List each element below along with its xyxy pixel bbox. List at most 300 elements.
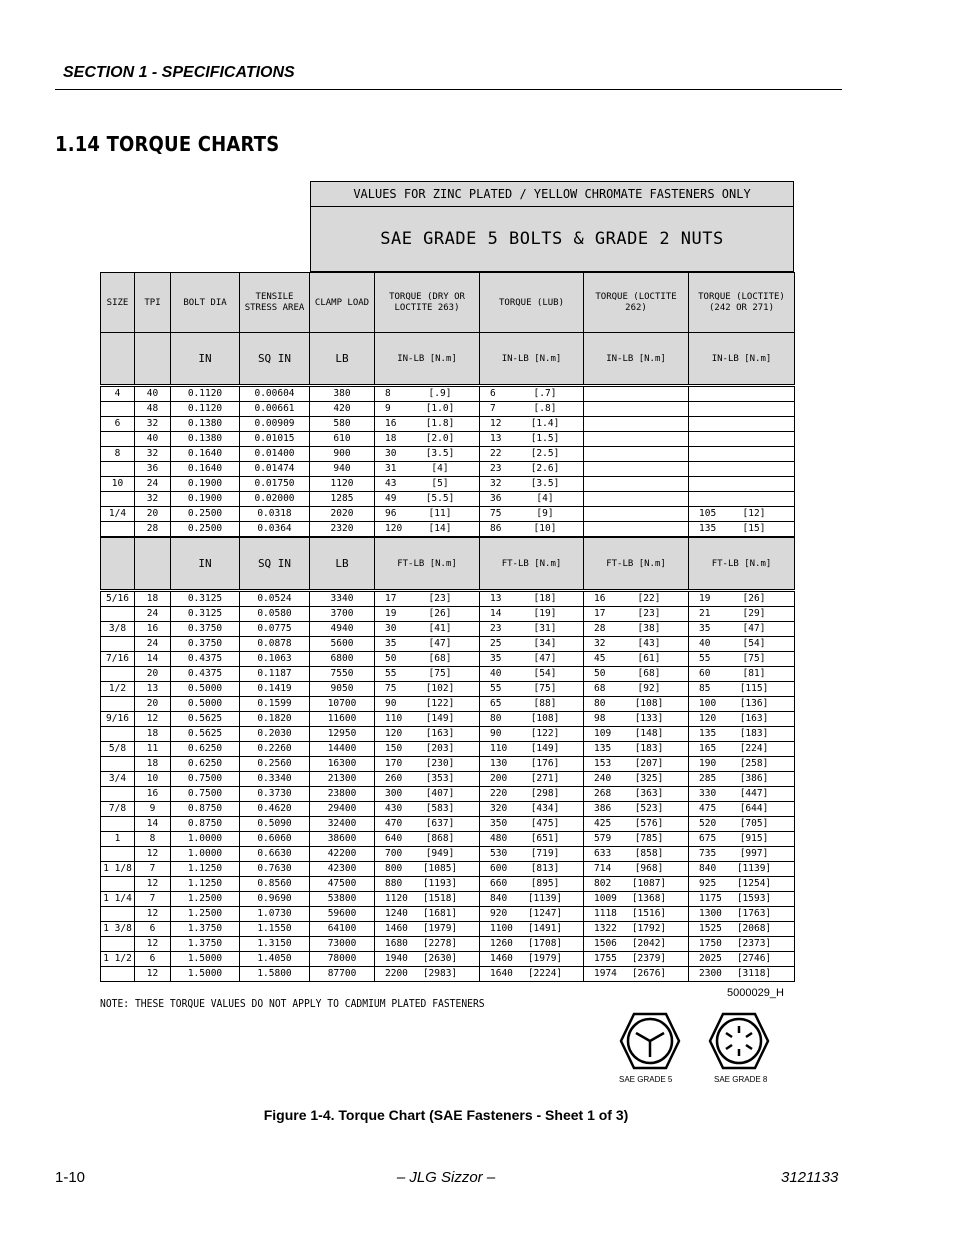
table-cell: 0.00661	[240, 402, 310, 417]
torque-metric: [26]	[428, 608, 452, 619]
torque-value: 16	[594, 593, 606, 604]
torque-cell	[584, 712, 689, 727]
table-banner-finish: VALUES FOR ZINC PLATED / YELLOW CHROMATE FASTENERS ONLY	[310, 181, 794, 207]
table-cell: 1 3/8	[101, 922, 135, 937]
torque-cell	[689, 922, 795, 937]
torque-metric: [651]	[530, 833, 560, 844]
table-cell: 8	[135, 832, 171, 847]
table-cell: 6800	[310, 652, 375, 667]
torque-cell	[480, 712, 584, 727]
torque-value: 31	[385, 463, 397, 474]
table-cell: 2320	[310, 522, 375, 537]
torque-value: 110	[490, 743, 508, 754]
torque-cell	[689, 742, 795, 757]
torque-value: 165	[699, 743, 717, 754]
table-cell: 14	[135, 652, 171, 667]
table-cell: 0.1640	[171, 462, 240, 477]
torque-metric: [.8]	[533, 403, 557, 414]
torque-cell	[375, 817, 480, 832]
table-row	[101, 402, 795, 417]
torque-metric: [.7]	[533, 388, 557, 399]
table-row	[101, 492, 795, 507]
cadmium-note: NOTE: THESE TORQUE VALUES DO NOT APPLY TO CADMIUM PLATED FASTENERS	[100, 997, 485, 1010]
torque-cell	[689, 622, 795, 637]
torque-value: 16	[385, 418, 397, 429]
table-cell: 7550	[310, 667, 375, 682]
torque-value: 700	[385, 848, 403, 859]
unit-cell	[101, 538, 135, 590]
table-cell: 53800	[310, 892, 375, 907]
torque-cell	[375, 907, 480, 922]
unit-cell: FT-LB [N.m]	[584, 538, 689, 590]
table-cell: 0.8750	[171, 817, 240, 832]
torque-cell	[480, 847, 584, 862]
torque-value: 320	[490, 803, 508, 814]
unit-cell	[135, 538, 171, 590]
torque-metric: [115]	[739, 683, 769, 694]
torque-metric: [9]	[536, 508, 554, 519]
torque-value: 23	[490, 623, 502, 634]
torque-metric: [47]	[428, 638, 452, 649]
torque-cell	[689, 727, 795, 742]
torque-cell	[584, 727, 689, 742]
table-cell: 23800	[310, 787, 375, 802]
torque-metric: [122]	[530, 728, 560, 739]
torque-metric: [1491]	[527, 923, 563, 934]
table-cell: 0.5000	[171, 697, 240, 712]
table-cell: 1.1250	[171, 862, 240, 877]
table-cell: 24	[135, 637, 171, 652]
torque-value: 2200	[385, 968, 408, 979]
table-cell: 12	[135, 847, 171, 862]
torque-value: 1300	[699, 908, 722, 919]
table-cell	[101, 697, 135, 712]
figure-caption-text: Figure 1-4. Torque Chart (SAE Fasteners - Sheet 1 of 3)	[263, 1107, 629, 1123]
table-cell: 12	[135, 907, 171, 922]
torque-cell	[480, 937, 584, 952]
torque-cell	[375, 787, 480, 802]
torque-cell	[584, 697, 689, 712]
torque-cell	[480, 622, 584, 637]
table-cell: 32	[135, 417, 171, 432]
torque-metric: [31]	[533, 623, 557, 634]
inlb-data-table	[100, 386, 795, 537]
torque-value: 1120	[385, 893, 408, 904]
torque-value: 55	[490, 683, 502, 694]
table-cell	[101, 937, 135, 952]
table-cell: 78000	[310, 952, 375, 967]
torque-cell	[584, 522, 689, 537]
torque-cell	[375, 417, 480, 432]
torque-cell	[480, 727, 584, 742]
torque-metric: [258]	[739, 758, 769, 769]
table-cell: 3340	[310, 592, 375, 607]
column-header-row	[100, 272, 795, 334]
torque-metric: [183]	[739, 728, 769, 739]
torque-metric: [813]	[530, 863, 560, 874]
torque-value: 45	[594, 653, 606, 664]
torque-value: 120	[699, 713, 717, 724]
torque-metric: [122]	[425, 698, 455, 709]
table-cell: 0.1063	[240, 652, 310, 667]
torque-metric: [3.5]	[530, 478, 560, 489]
table-cell: 0.3125	[171, 592, 240, 607]
table-cell: 0.1187	[240, 667, 310, 682]
torque-metric: [523]	[634, 803, 664, 814]
torque-value: 1260	[490, 938, 513, 949]
table-cell: 0.1640	[171, 447, 240, 462]
table-cell: 6	[135, 922, 171, 937]
torque-cell	[375, 847, 480, 862]
torque-cell	[689, 387, 795, 402]
torque-value: 735	[699, 848, 717, 859]
table-cell: 0.8750	[171, 802, 240, 817]
table-row	[101, 697, 795, 712]
table-cell: 1120	[310, 477, 375, 492]
table-cell: 0.3730	[240, 787, 310, 802]
table-cell: 0.6060	[240, 832, 310, 847]
torque-cell	[689, 682, 795, 697]
torque-cell	[584, 952, 689, 967]
table-cell: 7/16	[101, 652, 135, 667]
torque-cell	[689, 592, 795, 607]
torque-metric: [43]	[637, 638, 661, 649]
torque-metric: [447]	[739, 788, 769, 799]
table-row	[101, 922, 795, 937]
table-cell: 64100	[310, 922, 375, 937]
table-cell: 73000	[310, 937, 375, 952]
column-header: SIZE	[101, 273, 135, 334]
torque-value: 100	[699, 698, 717, 709]
torque-value: 1974	[594, 968, 617, 979]
torque-metric: [1087]	[631, 878, 667, 889]
table-cell: 0.2500	[171, 522, 240, 537]
table-cell: 3700	[310, 607, 375, 622]
torque-metric: [3.5]	[425, 448, 455, 459]
torque-cell	[689, 652, 795, 667]
torque-metric: [637]	[425, 818, 455, 829]
table-row	[101, 757, 795, 772]
torque-cell	[584, 637, 689, 652]
torque-cell	[689, 967, 795, 982]
table-cell: 1 1/8	[101, 862, 135, 877]
torque-cell	[584, 462, 689, 477]
torque-metric: [207]	[634, 758, 664, 769]
torque-value: 1100	[490, 923, 513, 934]
unit-cell: LB	[310, 333, 375, 385]
torque-value: 21	[699, 608, 711, 619]
table-cell: 1/4	[101, 507, 135, 522]
table-cell: 1.3750	[171, 937, 240, 952]
torque-value: 1940	[385, 953, 408, 964]
table-cell: 0.9690	[240, 892, 310, 907]
torque-metric: [705]	[739, 818, 769, 829]
table-cell: 0.3750	[171, 637, 240, 652]
torque-value: 1750	[699, 938, 722, 949]
table-cell: 4940	[310, 622, 375, 637]
torque-metric: [1.0]	[425, 403, 455, 414]
torque-cell	[584, 477, 689, 492]
torque-value: 30	[385, 623, 397, 634]
table-row	[101, 432, 795, 447]
torque-metric: [148]	[634, 728, 664, 739]
table-cell: 0.8560	[240, 877, 310, 892]
torque-value: 800	[385, 863, 403, 874]
torque-value: 1506	[594, 938, 617, 949]
table-cell: 0.3125	[171, 607, 240, 622]
table-row	[101, 877, 795, 892]
torque-value: 68	[594, 683, 606, 694]
torque-cell	[480, 667, 584, 682]
torque-cell	[375, 607, 480, 622]
table-cell: 1/2	[101, 682, 135, 697]
table-cell: 1.5000	[171, 967, 240, 982]
torque-value: 425	[594, 818, 612, 829]
table-cell	[101, 787, 135, 802]
torque-metric: [4]	[536, 493, 554, 504]
torque-cell	[480, 967, 584, 982]
unit-cell: IN-LB [N.m]	[375, 333, 480, 385]
torque-value: 1240	[385, 908, 408, 919]
torque-value: 330	[699, 788, 717, 799]
table-row	[101, 892, 795, 907]
table-cell: 1.2500	[171, 892, 240, 907]
unit-cell	[135, 333, 171, 385]
torque-cell	[689, 402, 795, 417]
torque-cell	[689, 772, 795, 787]
torque-metric: [2676]	[631, 968, 667, 979]
torque-cell	[689, 817, 795, 832]
torque-cell	[375, 832, 480, 847]
torque-metric: [2630]	[422, 953, 458, 964]
torque-value: 1680	[385, 938, 408, 949]
torque-value: 150	[385, 743, 403, 754]
table-cell: 14	[135, 817, 171, 832]
torque-cell	[480, 592, 584, 607]
torque-metric: [1193]	[422, 878, 458, 889]
column-header: TORQUE (LOCTITE) (242 OR 271)	[689, 273, 795, 334]
torque-value: 13	[490, 433, 502, 444]
torque-metric: [407]	[425, 788, 455, 799]
torque-cell	[375, 697, 480, 712]
table-cell: 40	[135, 432, 171, 447]
unit-cell: IN	[171, 538, 240, 590]
table-cell: 12	[135, 967, 171, 982]
torque-cell	[480, 417, 584, 432]
torque-value: 9	[385, 403, 391, 414]
torque-value: 675	[699, 833, 717, 844]
torque-cell	[584, 492, 689, 507]
table-cell	[101, 967, 135, 982]
torque-value: 200	[490, 773, 508, 784]
torque-metric: [2983]	[422, 968, 458, 979]
torque-cell	[480, 892, 584, 907]
table-cell	[101, 847, 135, 862]
table-cell: 48	[135, 402, 171, 417]
torque-value: 22	[490, 448, 502, 459]
table-row	[101, 727, 795, 742]
table-cell: 1.3750	[171, 922, 240, 937]
torque-cell	[375, 447, 480, 462]
unit-cell: IN-LB [N.m]	[480, 333, 584, 385]
torque-metric: [149]	[530, 743, 560, 754]
table-cell: 42200	[310, 847, 375, 862]
column-header: TORQUE (LUB)	[480, 273, 584, 334]
table-cell: 0.4620	[240, 802, 310, 817]
table-row	[101, 622, 795, 637]
torque-metric: [19]	[533, 608, 557, 619]
torque-value: 475	[699, 803, 717, 814]
torque-cell	[689, 847, 795, 862]
torque-value: 260	[385, 773, 403, 784]
table-cell: 59600	[310, 907, 375, 922]
torque-value: 285	[699, 773, 717, 784]
torque-value: 19	[699, 593, 711, 604]
table-cell	[101, 462, 135, 477]
table-cell: 0.0524	[240, 592, 310, 607]
table-cell: 24	[135, 607, 171, 622]
unit-cell: SQ IN	[240, 538, 310, 590]
torque-value: 35	[385, 638, 397, 649]
torque-cell	[584, 757, 689, 772]
torque-value: 470	[385, 818, 403, 829]
table-cell: 0.00604	[240, 387, 310, 402]
torque-metric: [1763]	[736, 908, 772, 919]
torque-metric: [14]	[428, 523, 452, 534]
torque-cell	[689, 877, 795, 892]
table-row	[101, 507, 795, 522]
torque-cell	[584, 622, 689, 637]
torque-value: 98	[594, 713, 606, 724]
torque-value: 90	[385, 698, 397, 709]
torque-value: 135	[699, 523, 717, 534]
torque-cell	[480, 462, 584, 477]
torque-cell	[480, 862, 584, 877]
table-cell: 0.1419	[240, 682, 310, 697]
torque-metric: [68]	[428, 653, 452, 664]
table-cell: 21300	[310, 772, 375, 787]
torque-metric: [2373]	[736, 938, 772, 949]
table-cell: 0.1120	[171, 387, 240, 402]
torque-metric: [34]	[533, 638, 557, 649]
torque-cell	[689, 492, 795, 507]
table-cell: 0.3750	[171, 622, 240, 637]
unit-cell	[101, 333, 135, 385]
torque-metric: [644]	[739, 803, 769, 814]
table-cell: 11600	[310, 712, 375, 727]
torque-value: 6	[490, 388, 496, 399]
table-row	[101, 787, 795, 802]
torque-value: 28	[594, 623, 606, 634]
torque-cell	[584, 507, 689, 522]
torque-metric: [81]	[742, 668, 766, 679]
table-cell: 38600	[310, 832, 375, 847]
table-cell: 0.7630	[240, 862, 310, 877]
torque-cell	[375, 862, 480, 877]
table-cell: 0.1900	[171, 477, 240, 492]
table-row	[101, 847, 795, 862]
grade8-bolt-icon	[708, 1012, 770, 1070]
table-cell: 32	[135, 447, 171, 462]
torque-cell	[375, 967, 480, 982]
table-cell: 18	[135, 757, 171, 772]
torque-cell	[689, 507, 795, 522]
torque-value: 65	[490, 698, 502, 709]
unit-cell: FT-LB [N.m]	[480, 538, 584, 590]
torque-metric: [61]	[637, 653, 661, 664]
torque-metric: [1681]	[422, 908, 458, 919]
table-cell: 1 1/4	[101, 892, 135, 907]
table-cell: 12	[135, 712, 171, 727]
torque-metric: [1516]	[631, 908, 667, 919]
table-cell: 32400	[310, 817, 375, 832]
torque-value: 17	[385, 593, 397, 604]
table-row	[101, 667, 795, 682]
torque-metric: [1518]	[422, 893, 458, 904]
torque-metric: [88]	[533, 698, 557, 709]
torque-cell	[584, 892, 689, 907]
table-row	[101, 592, 795, 607]
table-cell	[101, 607, 135, 622]
table-cell: 10	[101, 477, 135, 492]
table-cell: 32	[135, 492, 171, 507]
torque-cell	[480, 922, 584, 937]
torque-value: 55	[699, 653, 711, 664]
torque-value: 530	[490, 848, 508, 859]
table-cell: 0.1900	[171, 492, 240, 507]
table-cell: 6	[135, 952, 171, 967]
table-row	[101, 387, 795, 402]
table-cell: 0.0364	[240, 522, 310, 537]
torque-cell	[689, 607, 795, 622]
table-cell: 0.2560	[240, 757, 310, 772]
torque-metric: [2068]	[736, 923, 772, 934]
torque-metric: [224]	[739, 743, 769, 754]
torque-metric: [2042]	[631, 938, 667, 949]
torque-cell	[375, 727, 480, 742]
torque-value: 135	[699, 728, 717, 739]
table-cell: 0.0580	[240, 607, 310, 622]
table-cell: 1.0730	[240, 907, 310, 922]
torque-metric: [583]	[425, 803, 455, 814]
column-header: TPI	[135, 273, 171, 334]
table-cell	[101, 492, 135, 507]
table-cell: 0.1599	[240, 697, 310, 712]
table-cell: 0.01750	[240, 477, 310, 492]
torque-value: 190	[699, 758, 717, 769]
torque-metric: [163]	[739, 713, 769, 724]
torque-cell	[375, 742, 480, 757]
torque-value: 80	[594, 698, 606, 709]
table-cell: 0.1820	[240, 712, 310, 727]
torque-cell	[689, 832, 795, 847]
torque-cell	[689, 667, 795, 682]
table-cell	[101, 727, 135, 742]
table-cell	[101, 817, 135, 832]
torque-value: 1525	[699, 923, 722, 934]
table-cell: 1 1/2	[101, 952, 135, 967]
column-header: TENSILE STRESS AREA	[240, 273, 310, 334]
torque-cell	[689, 522, 795, 537]
torque-cell	[480, 832, 584, 847]
grade5-bolt-icon	[619, 1012, 681, 1070]
table-cell	[101, 757, 135, 772]
torque-value: 640	[385, 833, 403, 844]
table-cell: 0.4375	[171, 652, 240, 667]
torque-cell	[584, 922, 689, 937]
table-cell: 0.6250	[171, 757, 240, 772]
torque-value: 7	[490, 403, 496, 414]
